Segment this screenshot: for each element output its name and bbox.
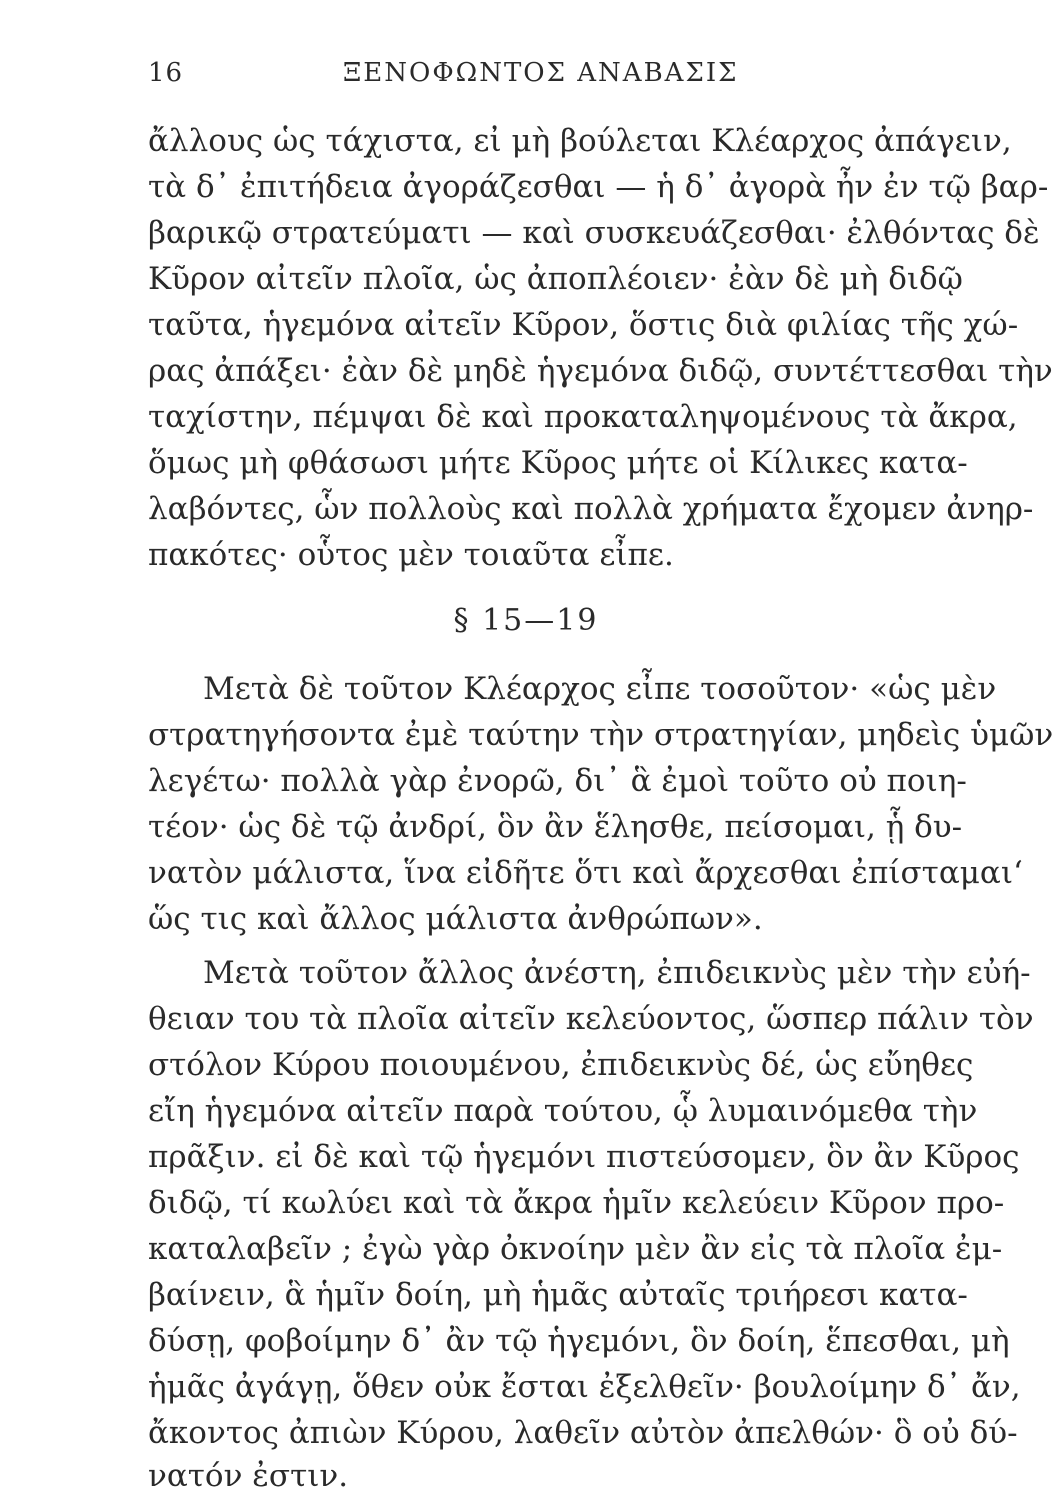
text-line: νατόν ἐστιν. (148, 1458, 349, 1494)
text-line: ταχίστην, πέμψαι δὲ καὶ προκαταληψομένους τὰ ἄκρα, (148, 399, 1018, 435)
text-line: βαρικῷ στρατεύματι — καὶ συσκευάζεσθαι· ἐλθόντας δὲ (148, 215, 1040, 251)
text-line: Κῦρον αἰτεῖν πλοῖα, ὡς ἀποπλέοιεν· ἐὰν δὲ μὴ διδῷ (148, 261, 963, 297)
text-line: ἄλλους ὡς τάχιστα, εἰ μὴ βούλεται Κλέαρχος ἀπάγειν, (148, 123, 1012, 159)
text-line: ἄκοντος ἀπιὼν Κύρου, λαθεῖν αὐτὸν ἀπελθών· ὃ οὐ δύ- (148, 1415, 1018, 1451)
text-line: καταλαβεῖν ; ἐγὼ γὰρ ὀκνοίην μὲν ἂν εἰς τὰ πλοῖα ἐμ- (148, 1231, 1003, 1267)
text-line: τὰ δ᾽ ἐπιτήδεια ἀγοράζεσθαι — ἡ δ᾽ ἀγορὰ ἦν ἐν τῷ βαρ- (148, 169, 1049, 205)
text-line: ὅμως μὴ φθάσωσι μήτε Κῦρος μήτε οἱ Κίλικες κατα- (148, 445, 968, 481)
text-line: στρατηγήσοντα ἐμὲ ταύτην τὴν στρατηγίαν, μηδεὶς ὑμῶν (148, 717, 1053, 753)
text-line: λεγέτω· πολλὰ γὰρ ἐνορῶ, δι᾽ ἃ ἐμοὶ τοῦτο οὐ ποιη- (148, 763, 967, 799)
text-line: πρᾶξιν. εἰ δὲ καὶ τῷ ἡγεμόνι πιστεύσομεν, ὃν ἂν Κῦρος (148, 1139, 1020, 1175)
text-line: βαίνειν, ἃ ἡμῖν δοίη, μὴ ἡμᾶς αὐταῖς τριήρεσι κατα- (148, 1277, 968, 1313)
text-line: Μετὰ δὲ τοῦτον Κλέαρχος εἶπε τοσοῦτον· «ὡς μὲν (203, 671, 997, 707)
section-heading: § 15—19 (453, 603, 599, 638)
text-line: δύσῃ, φοβοίμην δ᾽ ἂν τῷ ἡγεμόνι, ὃν δοίη, ἕπεσθαι, μὴ (148, 1323, 1010, 1359)
page-number: 16 (148, 58, 184, 88)
text-line: ταῦτα, ἡγεμόνα αἰτεῖν Κῦρον, ὅστις διὰ φιλίας τῆς χώ- (148, 307, 1019, 343)
text-line: στόλον Κύρου ποιουμένου, ἐπιδεικνὺς δέ, ὡς εὔηθες (148, 1047, 974, 1083)
text-line: πακότες· οὗτος μὲν τοιαῦτα εἶπε. (148, 537, 674, 573)
text-line: νατὸν μάλιστα, ἵνα εἰδῆτε ὅτι καὶ ἄρχεσθαι ἐπίσταμαι‘ (148, 855, 1023, 891)
text-line: ὥς τις καὶ ἄλλος μάλιστα ἀνθρώπων». (148, 901, 763, 937)
text-line: ρας ἀπάξει· ἐὰν δὲ μηδὲ ἡγεμόνα διδῷ, συντέττεσθαι τὴν (148, 353, 1053, 389)
running-title: ΞΕΝΟΦΩΝΤΟΣ ΑΝΑΒΑΣΙΣ (343, 58, 739, 88)
text-line: ἡμᾶς ἀγάγῃ, ὅθεν οὐκ ἔσται ἐξελθεῖν· βουλοίμην δ᾽ ἄν, (148, 1369, 1021, 1405)
text-line: εἴη ἡγεμόνα αἰτεῖν παρὰ τούτου, ᾧ λυμαινόμεθα τὴν (148, 1093, 978, 1129)
text-line: διδῷ, τί κωλύει καὶ τὰ ἄκρα ἡμῖν κελεύειν Κῦρον προ- (148, 1185, 1005, 1221)
text-line: Μετὰ τοῦτον ἄλλος ἀνέστη, ἐπιδεικνὺς μὲν τὴν εὐή- (203, 955, 1031, 991)
text-line: τέον· ὡς δὲ τῷ ἀνδρί, ὃν ἂν ἕλησθε, πείσομαι, ᾗ δυ- (148, 809, 963, 845)
text-line: θειαν του τὰ πλοῖα αἰτεῖν κελεύοντος, ὥσπερ πάλιν τὸν (148, 1001, 1034, 1037)
running-head (148, 58, 904, 98)
text-line: λαβόντες, ὧν πολλοὺς καὶ πολλὰ χρήματα ἔχομεν ἀνηρ- (148, 491, 1034, 527)
